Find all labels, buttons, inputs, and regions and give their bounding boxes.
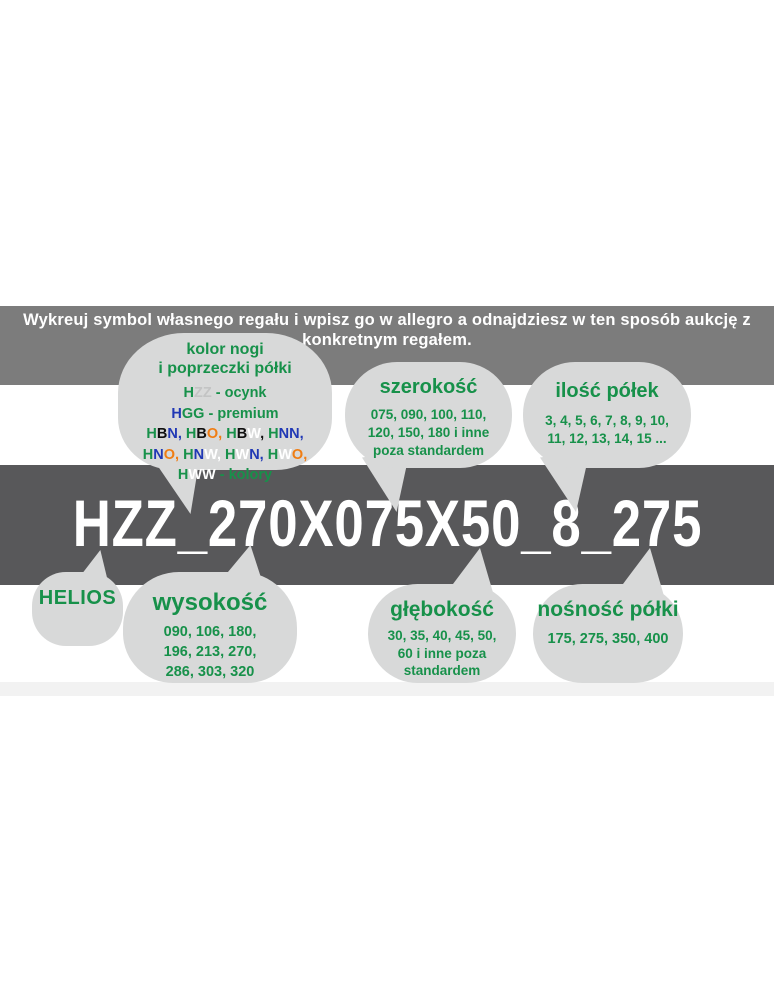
bottom-strip bbox=[0, 682, 774, 696]
wysokosc-values bbox=[123, 622, 297, 682]
nosnosc-values bbox=[533, 631, 683, 647]
szerokosc-values-line: 120, 150, 180 i inne bbox=[367, 425, 490, 440]
glebokosc-title: głębokość bbox=[390, 598, 494, 621]
ilosc-values-line: 11, 12, 13, 14, 15 ... bbox=[547, 431, 667, 446]
szerokosc-values-line: poza standardem bbox=[372, 443, 485, 458]
ilosc-values bbox=[523, 412, 691, 448]
glebokosc-values-line: 60 i inne poza bbox=[397, 645, 487, 661]
wysokosc-bubble bbox=[123, 572, 297, 683]
glebokosc-values-line: 30, 35, 40, 45, 50, bbox=[387, 628, 497, 643]
glebokosc-bubble bbox=[368, 584, 516, 683]
kolor-code-line: HGG - premium bbox=[171, 405, 279, 422]
kolor-title bbox=[118, 341, 332, 378]
kolor-code-list bbox=[118, 383, 332, 486]
wysokosc-title: wysokość bbox=[152, 589, 268, 616]
ilosc-title: ilość półek bbox=[555, 380, 659, 402]
wysokosc-values-line: 286, 303, 320 bbox=[165, 664, 255, 680]
szerokosc-title: szerokość bbox=[379, 376, 478, 398]
ilosc-bubble bbox=[523, 362, 691, 468]
kolor-title-line-1: kolor nogi bbox=[186, 341, 264, 358]
kolor-title-line-2: i poprzeczki półki bbox=[158, 359, 292, 377]
wysokosc-values-line: 196, 213, 270, bbox=[163, 644, 257, 660]
nosnosc-bubble bbox=[533, 584, 683, 683]
glebokosc-values-line: standardem bbox=[403, 663, 481, 678]
kolor-code-line: HBN, HBO, HBW, HNN, bbox=[146, 426, 304, 442]
glebokosc-values bbox=[368, 627, 516, 680]
wysokosc-values-line: 090, 106, 180, bbox=[163, 624, 257, 640]
instruction-line-2: konkretnym regałem. bbox=[302, 331, 472, 349]
kolor-code-line: HNO, HNW, HWN, HWO, bbox=[142, 446, 308, 463]
helios-bubble bbox=[32, 572, 123, 646]
kolor-code-line: HZZ - ocynk bbox=[183, 385, 267, 401]
nosnosc-title: nośność półki bbox=[537, 598, 679, 621]
nosnosc-values-line: 175, 275, 350, 400 bbox=[547, 631, 669, 647]
kolor-code-line: HWW - kolory bbox=[177, 467, 273, 483]
ilosc-values-line: 3, 4, 5, 6, 7, 8, 9, 10, bbox=[545, 413, 669, 428]
szerokosc-values bbox=[345, 406, 512, 460]
szerokosc-values-line: 075, 090, 100, 110, bbox=[370, 407, 487, 422]
product-code: HZZ_270X075X50_8_275 bbox=[72, 486, 702, 560]
brand-name: HELIOS bbox=[38, 587, 117, 609]
szerokosc-bubble bbox=[345, 362, 512, 468]
kolor-bubble bbox=[118, 333, 332, 483]
instruction-line-1: Wykreuj symbol własnego regału i wpisz go w allegro a odnajdziesz w ten sposób aukcję z bbox=[23, 311, 751, 329]
